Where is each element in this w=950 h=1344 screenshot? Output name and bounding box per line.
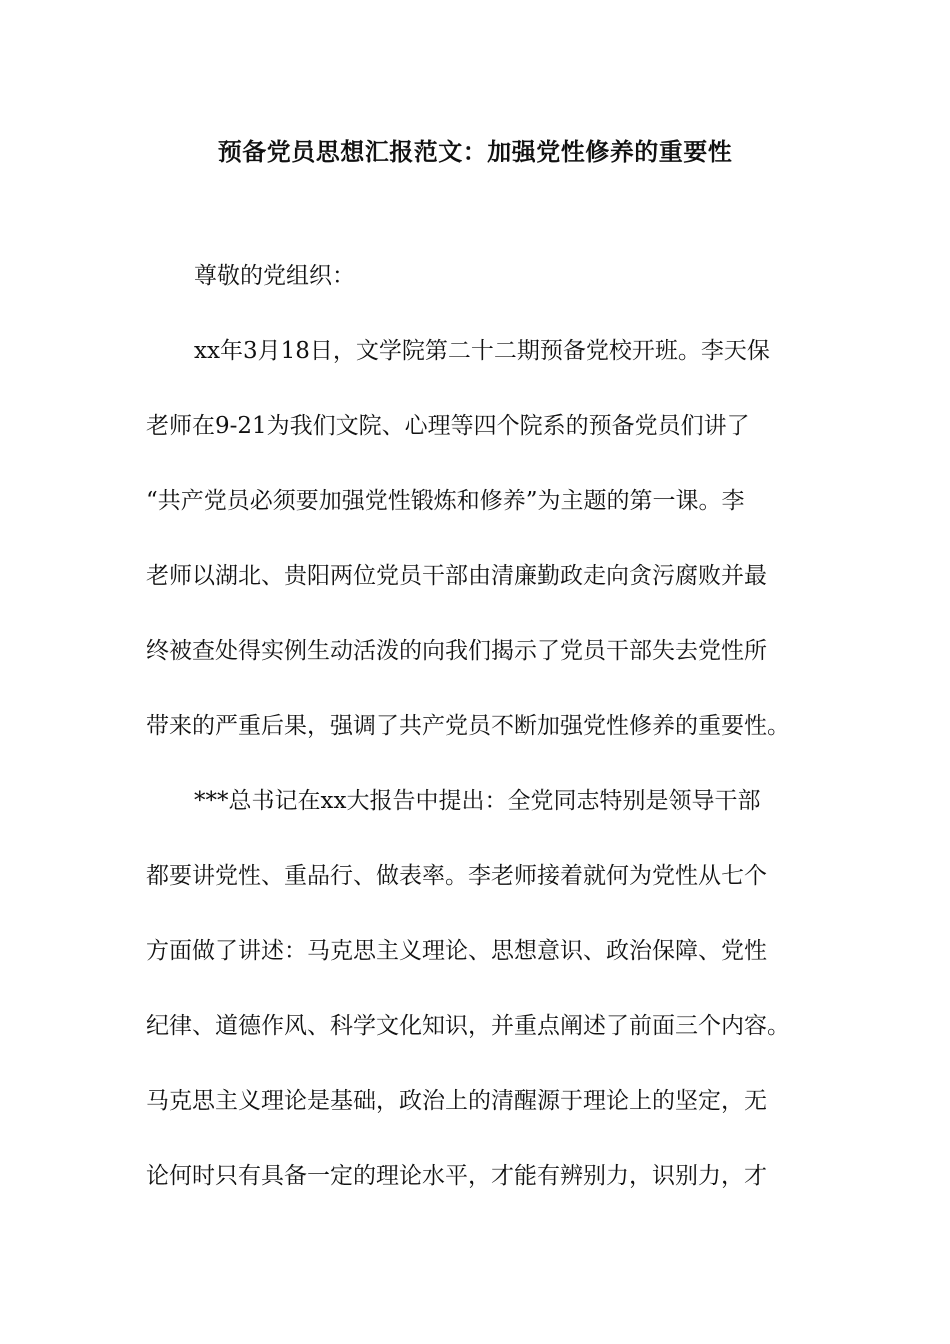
paragraph-line: xx年3月18日，文学院第二十二期预备党校开班。李天保 xyxy=(194,338,770,364)
document-title: 预备党员思想汇报范文：加强党性修养的重要性 xyxy=(217,137,733,166)
paragraph-line: 方面做了讲述：马克思主义理论、思想意识、政治保障、党性 xyxy=(146,938,767,964)
paragraph-line: 老师以湖北、贵阳两位党员干部由清廉勤政走向贪污腐败并最 xyxy=(146,563,767,589)
paragraph-line: 都要讲党性、重品行、做表率。李老师接着就何为党性从七个 xyxy=(146,863,767,889)
paragraph-line: 马克思主义理论是基础，政治上的清醒源于理论上的坚定，无 xyxy=(146,1088,767,1114)
paragraph-line: ***总书记在xx大报告中提出：全党同志特别是领导干部 xyxy=(194,788,761,814)
salutation-line: 尊敬的党组织： xyxy=(194,263,355,289)
paragraph-line: 终被查处得实例生动活泼的向我们揭示了党员干部失去党性所 xyxy=(146,638,767,664)
paragraph-line: 纪律、道德作风、科学文化知识，并重点阐述了前面三个内容。 xyxy=(146,1013,790,1039)
paragraph-line: 论何时只有具备一定的理论水平，才能有辨别力，识别力，才 xyxy=(146,1163,767,1189)
paragraph-line: 老师在9-21为我们文院、心理等四个院系的预备党员们讲了 xyxy=(146,413,750,439)
paragraph-line: “共产党员必须要加强党性锻炼和修养”为主题的第一课。李 xyxy=(146,488,745,514)
document-body xyxy=(146,256,816,1231)
paragraph-line: 带来的严重后果，强调了共产党员不断加强党性修养的重要性。 xyxy=(146,713,790,739)
